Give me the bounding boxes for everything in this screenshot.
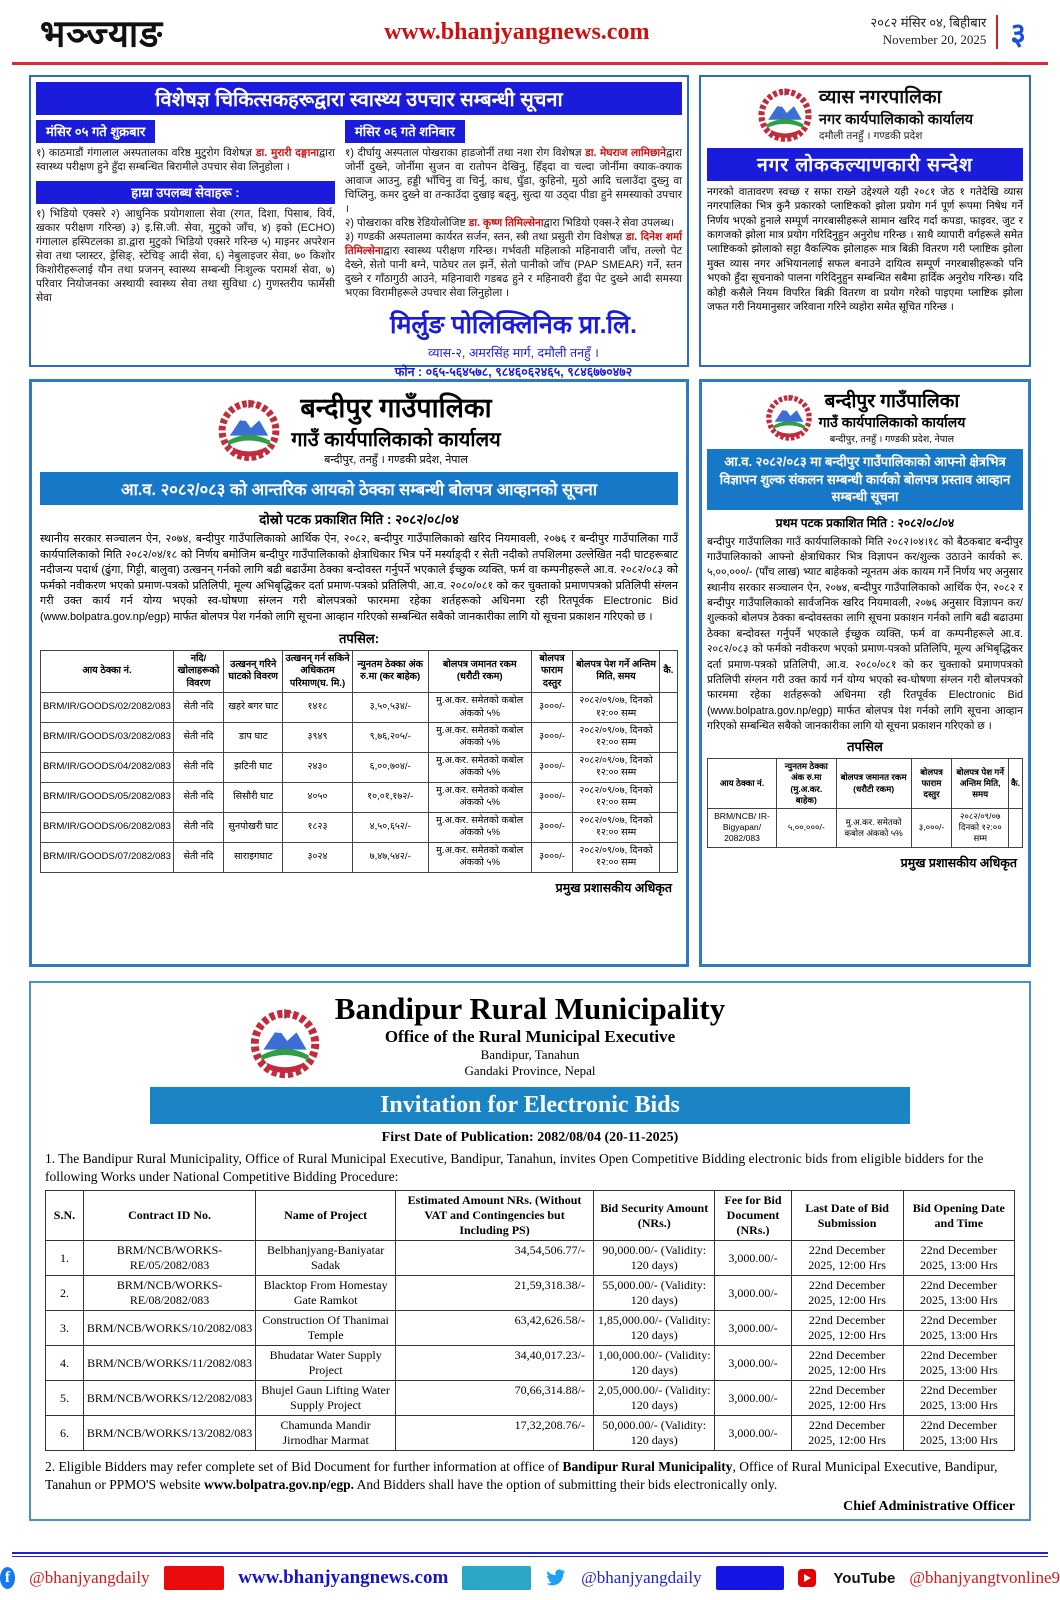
table-cell: 1.: [46, 1241, 84, 1276]
doctor-name: डा. कृष्ण तिमिल्सेना: [468, 216, 544, 229]
table-row: [41, 693, 678, 723]
table-cell: BRM/IR/GOODS/02/2082/083: [41, 693, 174, 723]
table-header-cell: बोलपत्र फाराम दस्तुर: [911, 759, 952, 809]
table-cell: ३,०००/-: [911, 809, 952, 848]
doctor-name: डा. मुरारी दङ्गाना: [255, 147, 319, 159]
table-cell: 3,000.00/-: [715, 1416, 791, 1451]
org-name: Bandipur Rural Municipality: [334, 991, 726, 1026]
english-bid-invitation: [29, 981, 1031, 1521]
table-cell: BRM/NCB/WORKS/11/2082/083: [83, 1346, 255, 1381]
advert-bid-table: [707, 758, 1023, 847]
clinic-address: व्यास-२, अमरसिंह मार्ग, दमौली तनहुँ ।: [428, 345, 599, 360]
table-cell: २०८२/०९/०७, दिनको १२:०० सम्म: [573, 782, 659, 812]
invitation-banner: Invitation for Electronic Bids: [150, 1087, 910, 1124]
table-row: [46, 1416, 1015, 1451]
signature-line: प्रमुख प्रशासकीय अधिकृत: [555, 880, 672, 895]
day1-text-post: द्वारा स्वास्थ्य परीक्षण हुने हुँदा सम्बन्धित बिरामीले उपचार सेवा लिनुहोला ।: [36, 147, 335, 173]
municipality-emblem-icon: [757, 85, 813, 141]
table-cell: 17,32,208.76/-: [396, 1416, 594, 1451]
day2-header: मंसिर ०६ गते शनिबार: [345, 120, 465, 143]
table-header-row: [708, 759, 1023, 809]
health-notice-ad: [29, 75, 689, 379]
footer-website-link[interactable]: www.bhanjyangnews.com: [238, 1567, 449, 1588]
table-cell: मु.अ.कर. समेतको कबोल अंकको ५%: [428, 782, 531, 812]
table-cell: BRM/NCB/WORKS/12/2082/083: [83, 1381, 255, 1416]
org-name: व्यास नगरपालिका: [818, 87, 942, 108]
item-text: २) पोखराका वरिष्ठ रेडियोलोजिष्ट: [344, 216, 469, 229]
table-header-cell: Bid Opening Date and Time: [903, 1191, 1014, 1241]
table-cell: 1,00,000.00/- (Validity: 120 days): [594, 1346, 715, 1381]
page-footer: [0, 1552, 1060, 1600]
table-body: [41, 693, 678, 873]
table-header-cell: Bid Security Amount (NRs.): [594, 1191, 715, 1241]
table-cell: मु.अ.कर. समेतको कबोल अंकको ५%: [836, 809, 911, 848]
table-cell: 70,66,314.88/-: [396, 1381, 594, 1416]
vyas-body-text: नगरको वातावरण स्वच्छ र सफा राख्ने उद्देश्यले यही २०८१ जेठ १ गतेदेखि व्यास नगरपालिका भित्र कुनै प्रकारको प्लाष्टिकको झोला प्रयोग गर्न पूर्ण रूपमा निषेध गर्ने निर्णय भएको हुनाले सम्पूर्ण नगरबासीहरूले सामान खरिद गर्दा कपडा, फाइवर, जुट र कागजको झोला मात्र प्रयोग गरिदिनुहुन अनुरोध गरिन्छ । साथै व्यापारी वर्गहरूले समेत प्लाष्टिकको झोलाको सट्टा वैकल्पिक झोलाहरू मात्र बिक्री वितरण गरी प्लाष्टिक झोला मुक्त व्यास नगर अभियानलाई सफल बनाउने दायित्व सम्पूर्ण नगरबासीहरूको पनि भएको हुँदा सूचनाको पालना गरिदिनुहुन सम्बन्धित सबैमा हार्दिक अनुरोध गरिन्छ। यदि कोही कसैले नियम विपरित बिक्री वितरण वा प्रयोग गरेको पाइएमा प्लाष्टिक झोला जफत गरी नियमानुसार जरिवाना गरिने व्यहोरा समेत सूचित गरिन्छ ।: [707, 187, 1023, 313]
table-cell: २०८२/०९/०७, दिनको १२:०० सम्म: [573, 723, 659, 753]
publication-date: प्रथम पटक प्रकाशित मिति : २०८२/०८/०४: [775, 515, 955, 530]
works-bid-table: [45, 1190, 1015, 1451]
table-body: [708, 809, 1023, 848]
clinic-name: मिर्लुङ पोलिक्लिनिक प्रा.लि.: [390, 310, 637, 339]
table-cell: 22nd December 2025, 13:00 Hrs: [903, 1311, 1014, 1346]
org-address: दमौली तनहुँ । गण्डकी प्रदेश: [818, 130, 923, 142]
table-header-cell: Fee for Bid Document (NRs.): [715, 1191, 791, 1241]
org-office: Office of the Rural Municipal Executive: [384, 1027, 676, 1046]
table-cell: 4.: [46, 1346, 84, 1381]
date-english: November 20, 2025: [882, 32, 987, 47]
table-body: [46, 1241, 1015, 1451]
clinic-phone: फोन : ०६५-५६४५७८, ९८४६०६२४६५, ९८४६७७०४७२: [394, 364, 633, 379]
table-cell: ३०००/-: [531, 723, 573, 753]
table-header-row: [41, 650, 678, 692]
municipality-emblem-icon: [765, 392, 813, 440]
table-cell: 50,000.00/- (Validity: 120 days): [594, 1416, 715, 1451]
bandipur-advert-notice: [699, 379, 1031, 967]
bid-notice-banner: आ.व. २०८२/०८३ को आन्तरिक आयको ठेक्का सम्बन्धी बोलपत्र आव्हानको सूचना: [40, 472, 678, 505]
table-cell: Blacktop From Homestay Gate Ramkot: [256, 1276, 396, 1311]
table-cell: BRM/IR/GOODS/04/2082/083: [41, 752, 174, 782]
table-header-cell: कै.: [659, 650, 677, 692]
table-header-cell: Estimated Amount NRs. (Without VAT and Contingencies but Including PS): [396, 1191, 594, 1241]
masthead-logo: भञ्ज्याङ: [40, 11, 164, 55]
doctor-name: डा. दिनेश शर्मा तिमिल्सेना: [344, 230, 682, 257]
table-cell: Chamunda Mandir Jirnodhar Marmat: [256, 1416, 396, 1451]
table-cell: सेती नदि: [173, 842, 223, 872]
publication-date: दोस्रो पटक प्रकाशित मिति : २०८२/०८/०४: [259, 512, 459, 527]
red-color-block: [164, 1566, 225, 1590]
table-cell: [659, 842, 677, 872]
table-cell: [659, 723, 677, 753]
date-nepali: २०८२ मंसिर ०४, बिहीबार: [870, 15, 987, 31]
table-cell: ६,००,७०४/-: [352, 752, 428, 782]
table-cell: 3,000.00/-: [715, 1381, 791, 1416]
table-cell: [659, 693, 677, 723]
doctor-name: डा. मेघराज लामिछाने: [585, 147, 667, 159]
blue-color-block: [716, 1566, 785, 1590]
table-header-cell: कै.: [1008, 759, 1022, 809]
table-cell: सिसौरी घाट: [224, 782, 283, 812]
facebook-handle[interactable]: @bhanjyangdaily: [29, 1568, 150, 1587]
table-cell: ४०५०: [283, 782, 352, 812]
header-website-link[interactable]: www.bhanjyangnews.com: [384, 18, 650, 45]
table-cell: 3,000.00/-: [715, 1276, 791, 1311]
org-address: बन्दीपुर, तनहुँ । गण्डकी प्रदेश, नेपाल: [324, 454, 468, 466]
table-cell: [659, 752, 677, 782]
table-cell: Construction Of Thanimai Temple: [256, 1311, 396, 1346]
table-cell: सुनपोखरी घाट: [224, 812, 283, 842]
vyas-municipality-notice: [699, 75, 1031, 367]
item-text: ३) गण्डकी अस्पतालमा कार्यरत सर्जन, स्तन, स्त्री तथा प्रसुती रोग विशेषज्ञ: [344, 230, 626, 243]
table-header-row: [46, 1191, 1015, 1241]
table-cell: [659, 812, 677, 842]
footer-divider: [12, 1552, 1048, 1554]
table-cell: ९,७६,२०५/-: [352, 723, 428, 753]
table-cell: ३०००/-: [531, 693, 573, 723]
table-cell: ३,५०,५३४/-: [352, 693, 428, 723]
services-header: हाम्रा उपलब्ध सेवाहरू :: [36, 181, 335, 204]
table-cell: मु.अ.कर. समेतको कबोल अंकको ५%: [428, 723, 531, 753]
day1-text-pre: १) काठमाडौं गंगालाल अस्पतालका वरिष्ठ मुटुरोग विशेषज्ञ: [36, 147, 256, 159]
table-header-cell: बोलपत्र पेश गर्ने अन्तिम मिति, समय: [952, 759, 1009, 809]
table-cell: मु.अ.कर. समेतको कबोल अंकको ५%: [428, 812, 531, 842]
table-cell: 22nd December 2025, 12:00 Hrs: [791, 1241, 903, 1276]
org-office: गाउँ कार्यपालिकाको कार्यालय: [291, 429, 501, 451]
table-cell: झटिनी घाट: [224, 752, 283, 782]
day1-header: मंसिर ०५ गते शुक्रबार: [36, 120, 155, 143]
note-text: , Office of Rural Municipal Executive, Bandipur, Tanahun or PPMO'S website: [45, 1459, 998, 1492]
table-header-cell: बोलपत्र फाराम दस्तुर: [531, 650, 573, 692]
table-cell: मु.अ.कर. समेतको कबोल अंकको ५%: [428, 752, 531, 782]
item-text: द्वारा स्वास्थ्य परीक्षण गरिन्छ। गर्भवती महिलाको महिनावारी जाँच, तल्लो पेट देख्ने, सेतो पानी बग्ने, पाठेघर तल झर्ने, सेतो पानीको जाँच (PAP SMEAR) गर्ने, स्तन दुख्ने र गाँठागुठी आउने, महिनावारी गडबढ हुने र महिनावरी हुँदा पेट दुख्ने आदी समस्या भएका विरामीहरूले उपचार सेवा लिनुहोला ।: [344, 244, 682, 299]
table-row: [46, 1276, 1015, 1311]
table-cell: खहरे बगर घाट: [224, 693, 283, 723]
table-cell: 21,59,318.38/-: [396, 1276, 594, 1311]
table-header-cell: S.N.: [46, 1191, 84, 1241]
table-cell: २०८२/०९/०७, दिनको १२:०० सम्म: [573, 812, 659, 842]
table-row: [46, 1241, 1015, 1276]
bid-notice-body: स्थानीय सरकार सञ्चालन ऐन, २०७४, बन्दीपुर गाउँपालिकाको आर्थिक ऐन, २०८२, बन्दीपुर गाउँपालिकाको खरिद नियमावली, २०७६ र बन्दीपुर गाउँपालिका गाउँ कार्यपालिकाको मिति २०८२/०४/१८ को निर्णय बमोजिम बन्दीपुर गाउँपालिकाको क्षेत्राधिकार भित्र पर्ने मर्स्याङ्दी र सेती नदीको तपशिलमा उल्लेखित नदी घाटहरूबाट नदीजन्य पदार्थ (ढुंगा, गिट्टी, बालुवा) उत्खनन् गर्नको लागि बढी बढाउँमा ठेक्का बन्दोवस्त गर्नुपर्ने भएकाले ईच्छुक व्यक्ति, फर्म वा कम्पनीहरूले आ.व. २०८२/०८३ को फर्मको नवीकरण भएको प्रमाण-पत्रको प्रतिलिपी, मूल्य अभिबृद्धिकर दर्ता प्रमाण-पत्रको प्रतिलिपी, आ.व. २०८०/०८१ को कर चुक्ताको प्रमाणपत्रको प्रतिलिपी संग्लन गरी उक्त कार्य गर्न योग्य भएको स्व-घोषणा संग्लन गरी बोलपत्रको फारममा रहेका शर्तहरूको अधिनमा रही रितपूर्वक Electronic Bid (www.bolpatra.gov.np/egp) मार्फत बोलपत्र पेश गर्नको लागि सूचना आव्हान गरिएको सम्बन्धित सबैको जानकारीका लागि यो सूचना प्रकाशन गरिएको छ ।: [40, 533, 678, 624]
youtube-icon[interactable]: [798, 1569, 816, 1587]
table-cell: 3,000.00/-: [715, 1311, 791, 1346]
table-header-cell: आय ठेक्का नं.: [41, 650, 174, 692]
table-cell: २०८२/०९/०७, दिनको १२:०० सम्म: [573, 842, 659, 872]
day2-item-1: [345, 147, 682, 217]
org-address-2: Gandaki Province, Nepal: [464, 1063, 596, 1078]
header-date: [870, 15, 998, 49]
table-cell: 22nd December 2025, 13:00 Hrs: [903, 1416, 1014, 1451]
table-header-cell: न्युनतम ठेक्का अंक रु.मा (मु.अ.कर. बाहेक): [777, 759, 837, 809]
table-cell: १८२३: [283, 812, 352, 842]
table-header-cell: Name of Project: [256, 1191, 396, 1241]
table-cell: BRM/NCB/WORKS-RE/05/2082/083: [83, 1241, 255, 1276]
table-cell: 3,000.00/-: [715, 1346, 791, 1381]
twitter-icon[interactable]: [545, 1567, 567, 1589]
table-row: [46, 1381, 1015, 1416]
table-cell: 3,000.00/-: [715, 1241, 791, 1276]
table-row: [41, 752, 678, 782]
table-cell: मु.अ.कर. समेतको कबोल अंकको ५%: [428, 693, 531, 723]
table-cell: BRM/NCB/WORKS-RE/08/2082/083: [83, 1276, 255, 1311]
facebook-icon[interactable]: f: [0, 1567, 15, 1589]
table-header-cell: Last Date of Bid Submission: [791, 1191, 903, 1241]
table-cell: ५,००,०००/-: [777, 809, 837, 848]
table-cell: BRM/NCB/WORKS/13/2082/083: [83, 1416, 255, 1451]
invitation-item-2: [45, 1458, 1015, 1493]
day1-item: [36, 147, 335, 175]
signature-line: प्रमुख प्रशासकीय अधिकृत: [900, 855, 1017, 870]
table-row: [41, 782, 678, 812]
table-cell: 2,05,000.00/- (Validity: 120 days): [594, 1381, 715, 1416]
table-header-cell: बोलपत्र जमानत रकम (धरौटी रकम): [836, 759, 911, 809]
tapasil-label: तपसिल: [847, 739, 883, 755]
table-header-cell: नदि/ खोलाहरूको विवरण: [173, 650, 223, 692]
advert-notice-banner: आ.व. २०८२/०८३ मा बन्दीपुर गाउँपालिकाको आफ्नो क्षेत्रभित्र विज्ञापन शुल्क संकलन सम्बन्धी कार्यको बोलपत्र प्रस्ताव आव्हान सम्बन्धी सूचना: [707, 449, 1023, 510]
table-cell: 2.: [46, 1276, 84, 1311]
table-cell: ३९४९: [283, 723, 352, 753]
table-cell: २०८२/०९/०७, दिनको १२:०० सम्म: [573, 693, 659, 723]
table-cell: ७,४७,५४२/-: [352, 842, 428, 872]
health-notice-title: विशेषज्ञ चिकित्सकहरूद्वारा स्वास्थ्य उपचार सम्बन्धी सूचना: [36, 82, 682, 115]
teal-color-block: [462, 1566, 531, 1590]
org-name: बन्दीपुर गाउँपालिका: [300, 393, 492, 423]
table-cell: ४,५०,६५२/-: [352, 812, 428, 842]
table-header-cell: उत्खनन् गरिने घाटको विवरण: [224, 650, 283, 692]
org-name-bold: Bandipur Rural Municipality: [562, 1459, 733, 1475]
table-cell: सेती नदि: [173, 693, 223, 723]
table-cell: BRM/NCB/ IR-Bigyapan/ 2082/083: [708, 809, 777, 848]
invitation-item-1: 1. The Bandipur Rural Municipality, Office of Rural Municipal Executive, Bandipur, Tanahun, invites Open Competitive Bidding electronic bids from eligible bidders for the following Works under National Competitive Bidding Procedure:: [45, 1151, 984, 1184]
table-cell: 22nd December 2025, 13:00 Hrs: [903, 1346, 1014, 1381]
table-cell: 34,54,506.77/-: [396, 1241, 594, 1276]
table-cell: 22nd December 2025, 13:00 Hrs: [903, 1381, 1014, 1416]
table-cell: Bhudatar Water Supply Project: [256, 1346, 396, 1381]
page-number: ३: [1010, 17, 1026, 51]
tapasil-label: तपसिल:: [338, 630, 380, 646]
table-cell: BRM/IR/GOODS/03/2082/083: [41, 723, 174, 753]
table-cell: 90,000.00/- (Validity: 120 days): [594, 1241, 715, 1276]
table-cell: 1,85,000.00/- (Validity: 120 days): [594, 1311, 715, 1346]
table-cell: [659, 782, 677, 812]
table-cell: ३०२४: [283, 842, 352, 872]
table-cell: BRM/IR/GOODS/05/2082/083: [41, 782, 174, 812]
table-cell: BRM/IR/GOODS/07/2082/083: [41, 842, 174, 872]
table-cell: सेती नदि: [173, 723, 223, 753]
table-cell: 5.: [46, 1381, 84, 1416]
item-text: १) दीर्घायु अस्पताल पोखराका हाडजोर्नी तथा नशा रोग विशेषज्ञ: [344, 147, 586, 159]
table-row: [46, 1346, 1015, 1381]
table-cell: १०,०१,१७२/-: [352, 782, 428, 812]
table-cell: डाप घाट: [224, 723, 283, 753]
table-cell: [1008, 809, 1022, 848]
table-cell: 6.: [46, 1416, 84, 1451]
table-cell: सेती नदि: [173, 812, 223, 842]
org-address: बन्दीपुर, तनहुँ । गण्डकी प्रदेश, नेपाल: [829, 434, 955, 445]
org-address-1: Bandipur, Tanahun: [480, 1047, 580, 1062]
table-cell: 34,40,017.23/-: [396, 1346, 594, 1381]
table-cell: २०८२/०९/०७ दिनको १२:०० सम्म: [952, 809, 1009, 848]
bid-table: [40, 650, 678, 873]
table-header-cell: आय ठेक्का नं.: [708, 759, 777, 809]
table-cell: 22nd December 2025, 12:00 Hrs: [791, 1416, 903, 1451]
table-cell: Belbhanjyang-Baniyatar Sadak: [256, 1241, 396, 1276]
vyas-banner: नगर लोककल्याणकारी सन्देश: [707, 148, 1023, 181]
advert-notice-body: बन्दीपुर गाउँपालिका गाउँ कार्यपालिकाको मिति २०८२।०४।१८ को बैठकबाट बन्दीपुर गाउँपालिकाको आफ्नो क्षेत्राधिकार भित्र विज्ञापन कर/शुल्क उठाउने कार्यको रू. ५,००,०००/- (पाँच लाख) भ्याट बाहेकको न्यूनतम अंक कायम गर्ने निर्णय भए अनुसार स्थानीय सरकार सञ्चालन ऐन, २०७४, बन्दीपुर गाउँपालिकाको आर्थिक ऐन, २०८२ र बन्दीपुर गाउँपालिकाको सार्वजनिक खरिद नियमावली, २०७६ अनुसार विज्ञापन कर/शुल्कको बोलपत्र ठेक्का बन्दोवस्तका लागि सूचना प्रकाशन गर्नको लागि बढी बढाउमा ठेक्का बन्दोवस्त गर्नुपर्ने भएकाले ईच्छुक व्यक्ति, फर्म वा कम्पनीहरूले आ.व. २०८२/०८३ को फर्मको नवीकरण भएको प्रमाण-पत्रको प्रतिलिपि, मूल्य अभिबृद्धिकर दर्ता प्रमाण-पत्रको प्रतिलिपी, आ.व. २०८०/०८१ को कर चुक्ताको प्रमाणपत्रको प्रतिलिपी संग्लन गरी उक्त कार्य गर्न योग्य भएको स्व-घोषणा संग्लन गरी बोलपत्रको फारममा रहेका शर्तहरूको अधिनमा रही रितपूर्वक Electronic Bid (www.bolpatra.gov.np/egp) मार्फत बोलपत्र पेश गर्नको लागि सूचना आव्हान गरिएको सम्बन्धित सबैको जानकारीका लागि यो सूचना प्रकाशन गरिएको छ ।: [707, 535, 1023, 732]
table-cell: सेती नदि: [173, 782, 223, 812]
table-cell: 22nd December 2025, 12:00 Hrs: [791, 1346, 903, 1381]
item-text: द्वारा भिडियो एक्स-रे सेवा उपलब्ध।: [543, 216, 675, 229]
org-office: नगर कार्यपालिकाको कार्यालय: [818, 112, 974, 128]
publication-date: First Date of Publication: 2082/08/04 (20-11-2025): [381, 1130, 679, 1145]
table-cell: BRM/IR/GOODS/06/2082/083: [41, 812, 174, 842]
table-cell: ३०००/-: [531, 842, 573, 872]
day2-item-2: [345, 217, 682, 231]
table-row: [46, 1311, 1015, 1346]
municipality-emblem-icon: [217, 396, 281, 460]
table-cell: साराइगघाट: [224, 842, 283, 872]
table-row: [708, 809, 1023, 848]
table-cell: सेती नदि: [173, 752, 223, 782]
table-cell: 55,000.00/- (Validity: 120 days): [594, 1276, 715, 1311]
table-header-cell: बोलपत्र जमानत रकम (धरौटी रकम): [428, 650, 531, 692]
table-row: [41, 723, 678, 753]
municipality-emblem-icon: [249, 1005, 321, 1077]
table-cell: Bhujel Gaun Lifting Water Supply Project: [256, 1381, 396, 1416]
twitter-handle[interactable]: @bhanjyangdaily: [581, 1568, 702, 1587]
table-cell: 22nd December 2025, 12:00 Hrs: [791, 1311, 903, 1346]
table-cell: 3.: [46, 1311, 84, 1346]
table-header-cell: उत्खनन् गर्न सकिने अधिकतम परिमाण(घ. मि.): [283, 650, 352, 692]
table-row: [41, 812, 678, 842]
table-cell: २४३०: [283, 752, 352, 782]
table-cell: २०८२/०९/०७, दिनको १२:०० सम्म: [573, 752, 659, 782]
signature-line: Chief Administrative Officer: [843, 1499, 1015, 1515]
page-header: [0, 0, 1060, 62]
youtube-handle[interactable]: @bhanjyangtvonline9: [909, 1568, 1060, 1587]
table-cell: 22nd December 2025, 12:00 Hrs: [791, 1381, 903, 1416]
org-name: बन्दीपुर गाउँपालिका: [824, 391, 960, 412]
table-cell: 63,42,626.58/-: [396, 1311, 594, 1346]
table-cell: ३०००/-: [531, 782, 573, 812]
table-cell: 22nd December 2025, 12:00 Hrs: [791, 1276, 903, 1311]
table-header-cell: बोलपत्र पेश गर्ने अन्तिम मिति, समय: [573, 650, 659, 692]
table-header-cell: Contract ID No.: [83, 1191, 255, 1241]
table-row: [41, 842, 678, 872]
org-office: गाउँ कार्यपालिकाको कार्यालय: [818, 414, 966, 430]
table-cell: 22nd December 2025, 13:00 Hrs: [903, 1276, 1014, 1311]
table-cell: 22nd December 2025, 13:00 Hrs: [903, 1241, 1014, 1276]
bandipur-bid-notice: [29, 379, 689, 967]
note-text: 2. Eligible Bidders may refer complete set of Bid Document for further information at office of: [45, 1459, 563, 1475]
table-cell: १४१८: [283, 693, 352, 723]
youtube-label: YouTube: [833, 1569, 896, 1587]
item-text: द्वारा जोर्नी दुख्ने, जोर्नीमा सुजन वा रातोपन देखिनु, हिँड्दा वा चल्दा जोर्नीमा क्याक-क्याक आवाज आउनु, हड्डी भाँचिनु वा चिर्नु, काध, घुँडा, कुहिनो, मुठो आदि चलाउँदा दुख्नु वा चिप्लिनु, कमर दुख्ने वा तन्काउँदा दुखाइ बढ्नु, सुत्दा या उठ्दा पीडा हुने समस्याको उपचार ।: [344, 147, 682, 215]
bolpatra-link[interactable]: www.bolpatra.gov.np/egp.: [203, 1476, 355, 1492]
table-cell: ३०००/-: [531, 812, 573, 842]
note-text: And Bidders shall have the option of submitting their bids electronically only.: [354, 1476, 778, 1492]
services-list: १) भिडियो एक्सरे २) आधुनिक प्रयोगशाला सेवा (रगत, दिशा, पिसाब, विर्य, खकार परीक्षण गरिन्छ) ३) इ.सि.जी. सेवा, मुटुको जाँच, ४) इको (ECHO) गंगालाल हस्पिटलका डा.द्वारा मुटुको भिडियो एक्सरे गरिन्छ ५) माइनर अपरेशन सेवा तथा प्लास्टर, ड्रेसिङ्, स्टेचिङ् आदी सेवा, ६) नेबुलाइजर सेवा, ७० किशोर किशोरीहरूलाई यौन तथा प्रजनन् स्वास्थ्य सम्बन्धी निःशुल्क परामर्श सेवा, ७) परिवार नियोजनका अस्थायी स्वास्थ्य सेवा तथा सुविधा ८) गुणस्तरीय फार्मेसी सेवा: [36, 207, 335, 304]
table-cell: मु.अ.कर. समेतको कबोल अंकको ५%: [428, 842, 531, 872]
table-header-cell: न्युनतम ठेक्का अंक रु.मा (कर बाहेक): [352, 650, 428, 692]
table-cell: BRM/NCB/WORKS/10/2082/083: [83, 1311, 255, 1346]
day2-item-3: [345, 231, 682, 301]
table-cell: ३०००/-: [531, 752, 573, 782]
